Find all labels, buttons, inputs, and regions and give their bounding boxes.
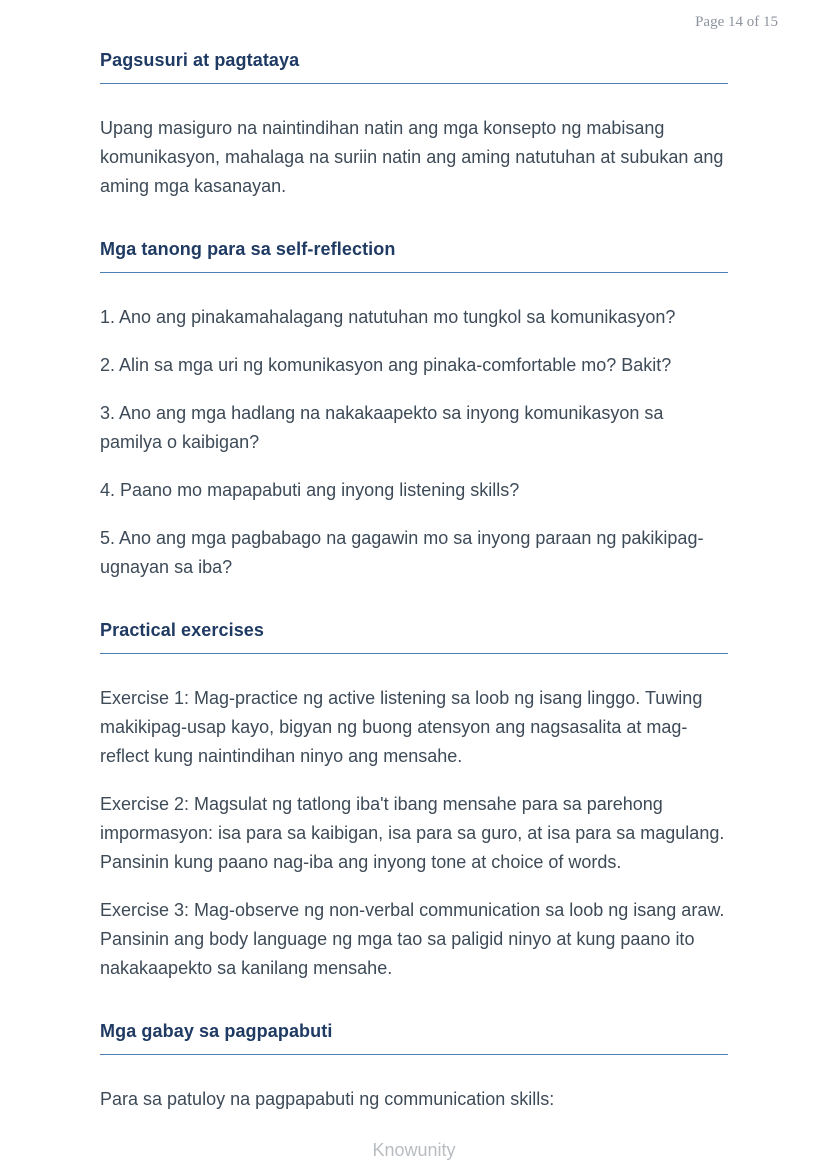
reflection-question-4: 4. Paano mo mapapabuti ang inyong listening skills? [100,480,520,500]
section-heading-practical-exercises: Practical exercises [100,620,728,654]
paragraph-improvement-intro: Para sa patuloy na pagpapabuti ng communication skills: [100,1089,555,1109]
section-heading-self-reflection: Mga tanong para sa self-reflection [100,239,728,273]
reflection-question-3: 3. Ano ang mga hadlang na nakakaapekto sa inyong komunikasyon sa pamilya o kaibigan? [100,403,664,452]
reflection-question-1: 1. Ano ang pinakamahalagang natutuhan mo tungkol sa komunikasyon? [100,307,676,327]
section-heading-mga-gabay-sa-pagpapabuti: Mga gabay sa pagpapabuti [100,1021,728,1055]
page-indicator: Page 14 of 15 [695,14,778,30]
footer-brand: Knowunity [372,1140,456,1160]
exercise-paragraph-1: Exercise 1: Mag-practice ng active listening sa loob ng isang linggo. Tuwing makikipag-usap kayo, bigyan ng buong atensyon ang nagsasalita at mag-reflect kung naintindihan ninyo ang mensahe. [100,688,703,766]
paragraph-assessment-intro: Upang masiguro na naintindihan natin ang mga konsepto ng mabisang komunikasyon, mahalaga na suriin natin ang aming natutuhan at subukan ang aming mga kasanayan. [100,118,724,196]
exercise-paragraph-3: Exercise 3: Mag-observe ng non-verbal communication sa loob ng isang araw. Pansinin ang body language ng mga tao sa paligid ninyo at kung paano ito nakakaapekto sa kanilang mensahe. [100,900,725,978]
section-heading-pagsusuri-at-pagtataya: Pagsusuri at pagtataya [100,50,728,84]
reflection-question-5: 5. Ano ang mga pagbabago na gagawin mo sa inyong paraan ng pakikipag-ugnayan sa iba? [100,528,704,577]
reflection-question-2: 2. Alin sa mga uri ng komunikasyon ang pinaka-comfortable mo? Bakit? [100,355,672,375]
exercise-paragraph-2: Exercise 2: Magsulat ng tatlong iba't ibang mensahe para sa parehong impormasyon: isa para sa kaibigan, isa para sa guro, at isa para sa magulang. Pansinin kung paano nag-iba ang inyong tone at choice of words. [100,794,725,872]
